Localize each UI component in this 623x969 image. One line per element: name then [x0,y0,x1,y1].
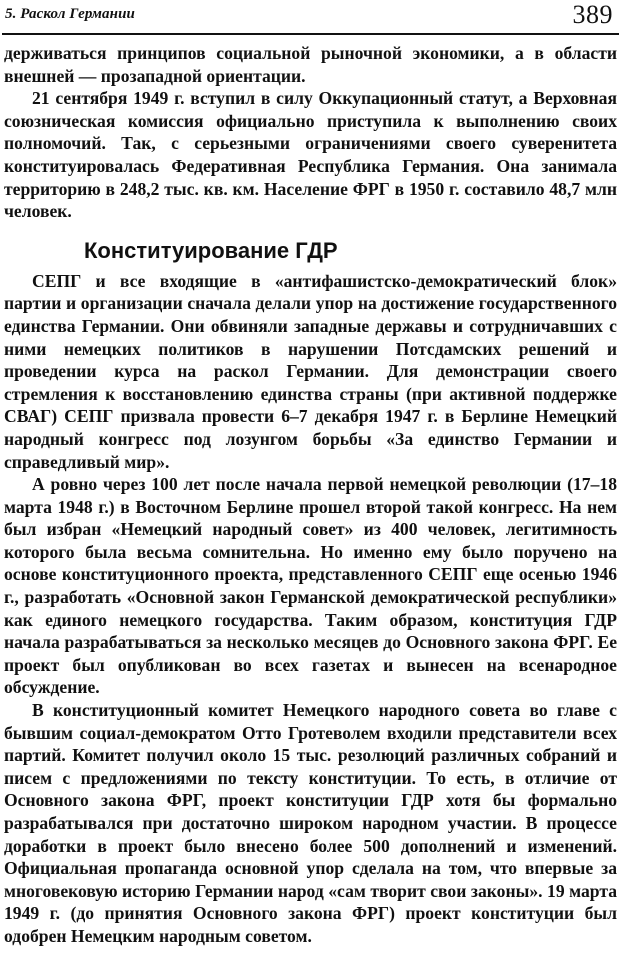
paragraph: В конституционный комитет Немецкого народного совета во главе с бывшим социал-демократом Отто Гротеволем входили представители всех партий. Комитет получил около 15 тыс. резолюций различных собраний и писем с предложениями по тексту конституции. То есть, в отличие от Основного закона ФРГ, проект конституции ГДР хотя бы формально разрабатывался при достаточно широком народном участии. В процессе доработки в проект было внесено более 500 дополнений и изменений. Официальная пропаганда основной упор сделала на том, что впервые за многовековую историю Германии народ «сам творит свои законы». 19 марта 1949 г. (до принятия Основного закона ФРГ) проект конституции был одобрен Немецким народным советом. [4,700,617,946]
body-text [4,42,617,948]
paragraph: СЕПГ и все входящие в «антифашистско-демократический блок» партии и организации сначала делали упор на достижение государственного единства Германии. Они обвиняли западные державы и сотрудничавших с ними немецких политиков в нарушении Потсдамских решений и проведении курса на раскол Германии. Для демонстрации своего стремления к восстановлению единства страны (при активной поддержке СВАГ) СЕПГ призвала провести 6–7 декабря 1947 г. в Берлине Немецкий народный конгресс под лозунгом борьбы «За единство Германии и справедливый мир». [4,270,617,472]
page-number: 389 [572,0,613,29]
running-head: 5. Раскол Германии [5,6,135,22]
header-rule [2,33,619,35]
paragraph: 21 сентября 1949 г. вступил в силу Оккупационный статут, а Верховная союзническая комиссия официально приступила к выполнению своих полномочий. Так, с серьезными ограничениями своего суверенитета конституировалась Федеративная Республика Германия. Она занимала территорию в 248,2 тыс. кв. км. Население ФРГ в 1950 г. составило 48,7 млн человек. [4,88,617,222]
paragraph: А ровно через 100 лет после начала первой немецкой революции (17–18 марта 1948 г.) в Восточном Берлине прошел второй такой конгресс. На нем был избран «Немецкий народный совет» из 400 человек, легитимность которого была весьма сомнительна. Но именно ему было поручено на основе конституционного проекта, представленного СЕПГ еще осенью 1946 г., разработать «Основной закон Германской демократической республики» как единого немецкого государства. Таким образом, конституция ГДР начала разрабатываться за несколько месяцев до Основного закона ФРГ. Ее проект был опубликован во всех газетах и вынесен на всенародное обсуждение. [4,474,617,698]
section-heading: Конституирование ГДР [84,237,338,263]
paragraph-continuation: держиваться принципов социальной рыночной экономики, а в области внешней — прозападной ориентации. [4,43,617,86]
